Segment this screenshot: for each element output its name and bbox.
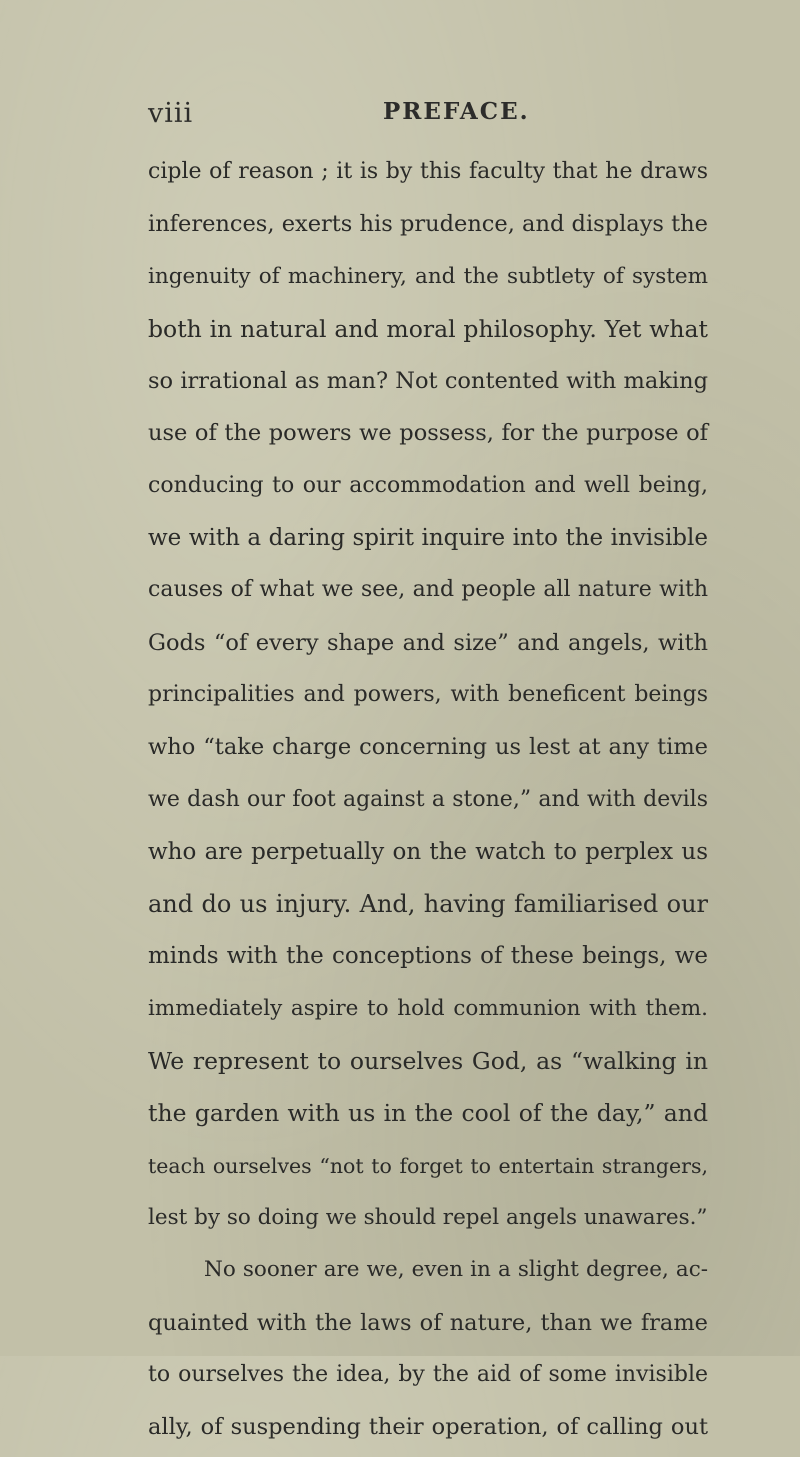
text-line: immediately aspire to hold communion with them. xyxy=(148,995,708,1021)
text-line: principalities and powers, with beneficent beings xyxy=(148,681,708,707)
text-line: ingenuity of machinery, and the subtlety of system xyxy=(148,263,708,289)
page-number: viii xyxy=(148,98,194,129)
text-line: conducing to our accommodation and well being, xyxy=(148,472,708,498)
text-line: we with a daring spirit inquire into the invisible xyxy=(148,525,708,552)
text-line: use of the powers we possess, for the purpose of xyxy=(148,420,708,447)
running-title: PREFACE. xyxy=(383,98,530,125)
text-line: quainted with the laws of nature, than we frame xyxy=(148,1309,708,1336)
text-line: We represent to ourselves God, as “walking in xyxy=(148,1047,708,1076)
paragraph-end-line: lest by so doing we should repel angels unawares.” xyxy=(148,1204,708,1230)
text-line: teach ourselves “not to forget to entertain strangers, xyxy=(148,1153,708,1178)
text-line: ally, of suspending their operation, of calling out xyxy=(148,1414,708,1441)
text-line: so irrational as man? Not contented with making xyxy=(148,368,708,395)
text-line: and do us injury. And, having familiarised our xyxy=(148,890,708,919)
text-line: we dash our foot against a stone,” and with devils xyxy=(148,786,708,812)
body-text xyxy=(148,150,708,1457)
text-line: inferences, exerts his prudence, and displays the xyxy=(148,211,708,238)
paragraph-start-line: No sooner are we, even in a slight degree, ac- xyxy=(204,1257,708,1283)
text-line: ciple of reason ; it is by this faculty that he draws xyxy=(148,159,708,184)
text-line: Gods “of every shape and size” and angels, with xyxy=(148,629,708,656)
text-line: minds with the conceptions of these beings, we xyxy=(148,943,708,970)
text-line: who are perpetually on the watch to perplex us xyxy=(148,838,708,865)
text-line: to ourselves the idea, by the aid of some invisible xyxy=(148,1361,708,1387)
running-head xyxy=(148,98,708,138)
text-line: both in natural and moral philosophy. Yet what xyxy=(148,314,708,343)
text-line: who “take charge concerning us lest at any time xyxy=(148,734,708,761)
text-line: the garden with us in the cool of the day,” and xyxy=(148,1099,708,1128)
text-line: causes of what we see, and people all nature with xyxy=(148,577,708,603)
